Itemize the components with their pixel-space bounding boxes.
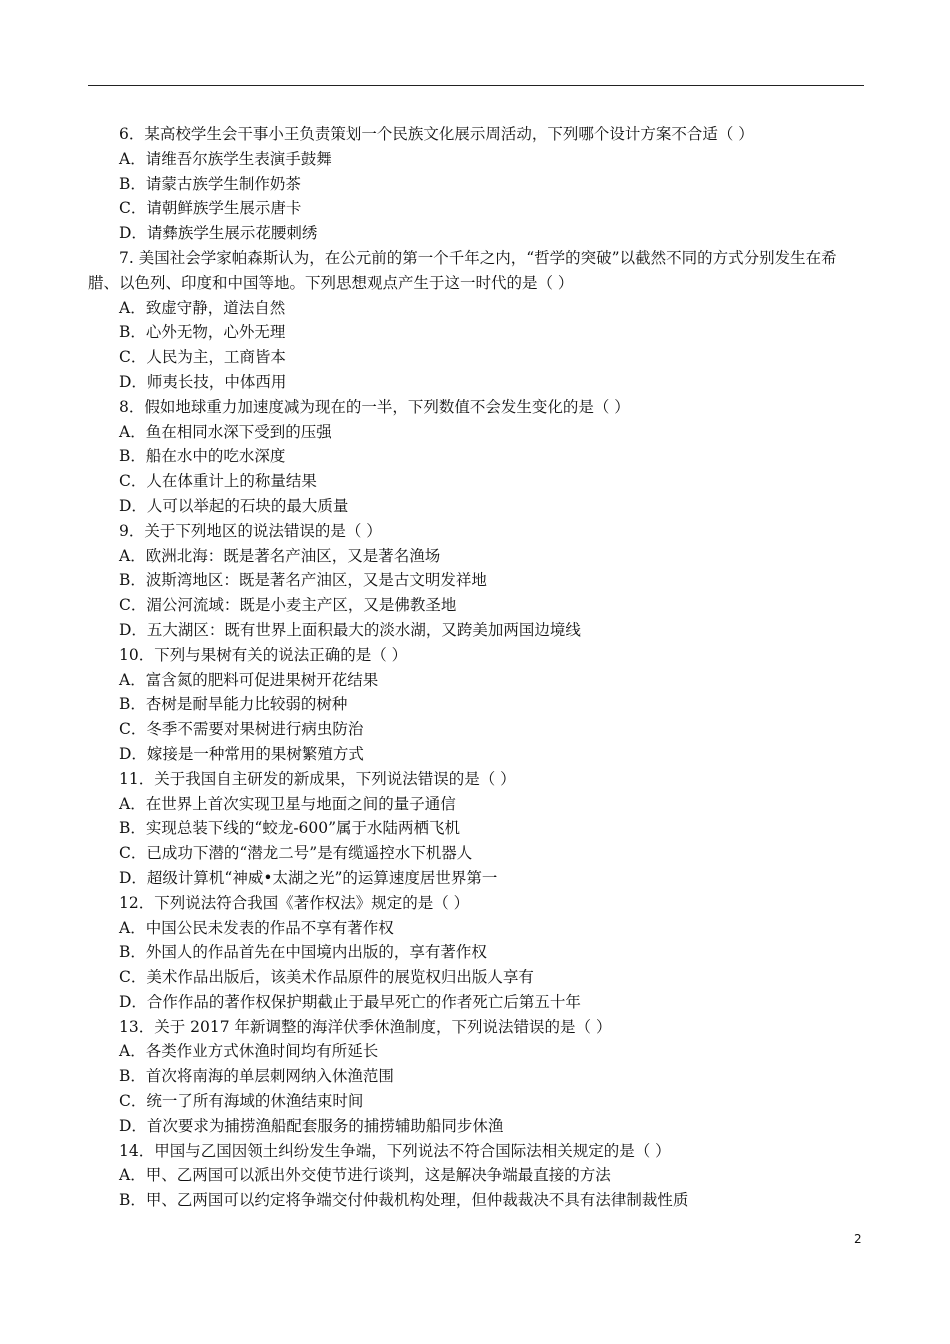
question-12-option-c: C．美术作品出版后，该美术作品原件的展览权归出版人享有	[119, 968, 534, 987]
exam-content	[88, 122, 864, 1213]
question-6-option-a: A．请维吾尔族学生表演手鼓舞	[119, 149, 332, 168]
question-9-option-b: B．波斯湾地区：既是著名产油区，又是古文明发祥地	[119, 571, 487, 590]
question-12-option-a: A．中国公民未发表的作品不享有著作权	[119, 918, 394, 937]
question-6-option-c: C．请朝鲜族学生展示唐卡	[119, 199, 302, 218]
question-6-option-d: D．请彝族学生展示花腰刺绣	[119, 224, 318, 243]
question-7-option-d: D．师夷长技，中体西用	[119, 372, 287, 391]
question-11-option-b: B．实现总装下线的“蛟龙-600”属于水陆两栖飞机	[119, 819, 461, 838]
question-6-option-b: B．请蒙古族学生制作奶茶	[119, 174, 301, 193]
question-12-stem: 12．下列说法符合我国《著作权法》规定的是（ ）	[119, 893, 470, 912]
question-9-option-a: A．欧洲北海：既是著名产油区，又是著名渔场	[119, 546, 441, 565]
question-8-option-d: D．人可以举起的石块的最大质量	[119, 496, 349, 515]
question-14-option-b: B．甲、乙两国可以约定将争端交付仲裁机构处理，但仲裁裁决不具有法律制裁性质	[119, 1191, 689, 1210]
question-11-option-c: C．已成功下潜的“潜龙二号”是有缆遥控水下机器人	[119, 844, 473, 863]
question-14-stem: 14．甲国与乙国因领土纠纷发生争端，下列说法不符合国际法相关规定的是（ ）	[119, 1141, 671, 1160]
question-8-option-a: A．鱼在相同水深下受到的压强	[119, 422, 332, 441]
question-6-stem: 6．某高校学生会干事小王负责策划一个民族文化展示周活动，下列哪个设计方案不合适（ ）	[119, 125, 754, 143]
question-10-option-b: B．杏树是耐旱能力比较弱的树种	[119, 695, 348, 714]
question-14-option-a: A．甲、乙两国可以派出外交使节进行谈判，这是解决争端最直接的方法	[119, 1166, 611, 1185]
question-8-option-c: C．人在体重计上的称量结果	[119, 472, 317, 491]
page-number: 2	[854, 1232, 862, 1246]
question-7-stem: 7. 美国社会学家帕森斯认为，在公元前的第一个千年之内，“哲学的突破”以截然不同的方式分别发生在希腊、以色列、印度和中国等地。下列思想观点产生于这一时代的是（ ）	[88, 248, 837, 292]
question-13-stem: 13．关于 2017 年新调整的海洋伏季休渔制度，下列说法错误的是（ ）	[119, 1017, 612, 1036]
question-7-option-b: B．心外无物，心外无理	[119, 323, 286, 342]
question-13-option-a: A．各类作业方式休渔时间均有所延长	[119, 1042, 379, 1061]
question-13-option-c: C．统一了所有海域的休渔结束时间	[119, 1092, 364, 1111]
question-11-option-a: A．在世界上首次实现卫星与地面之间的量子通信	[119, 794, 456, 813]
question-8-option-b: B．船在水中的吃水深度	[119, 447, 286, 466]
question-11-option-d: D．超级计算机“神威•太湖之光”的运算速度居世界第一	[119, 868, 498, 887]
question-10-stem: 10．下列与果树有关的说法正确的是（ ）	[119, 645, 408, 664]
question-12-option-b: B．外国人的作品首先在中国境内出版的，享有著作权	[119, 943, 487, 962]
question-13-option-b: B．首次将南海的单层刺网纳入休渔范围	[119, 1067, 394, 1086]
question-7-option-a: A．致虚守静，道法自然	[119, 298, 286, 317]
question-7-option-c: C．人民为主，工商皆本	[119, 348, 286, 367]
question-9-option-d: D．五大湖区：既有世界上面积最大的淡水湖，又跨美加两国边境线	[119, 620, 581, 639]
question-10-option-d: D．嫁接是一种常用的果树繁殖方式	[119, 744, 364, 763]
question-13-option-d: D．首次要求为捕捞渔船配套服务的捕捞辅助船同步休渔	[119, 1116, 504, 1135]
question-9-option-c: C．湄公河流域：既是小麦主产区，又是佛教圣地	[119, 596, 457, 615]
question-10-option-c: C．冬季不需要对果树进行病虫防治	[119, 720, 364, 739]
question-8-stem: 8．假如地球重力加速度减为现在的一半，下列数值不会发生变化的是（ ）	[119, 397, 630, 416]
header-rule	[88, 85, 864, 86]
question-10-option-a: A．富含氮的肥料可促进果树开花结果	[119, 670, 379, 689]
question-9-stem: 9．关于下列地区的说法错误的是（ ）	[119, 521, 382, 540]
question-12-option-d: D．合作作品的著作权保护期截止于最早死亡的作者死亡后第五十年	[119, 992, 581, 1011]
question-11-stem: 11．关于我国自主研发的新成果，下列说法错误的是（ ）	[119, 769, 516, 788]
